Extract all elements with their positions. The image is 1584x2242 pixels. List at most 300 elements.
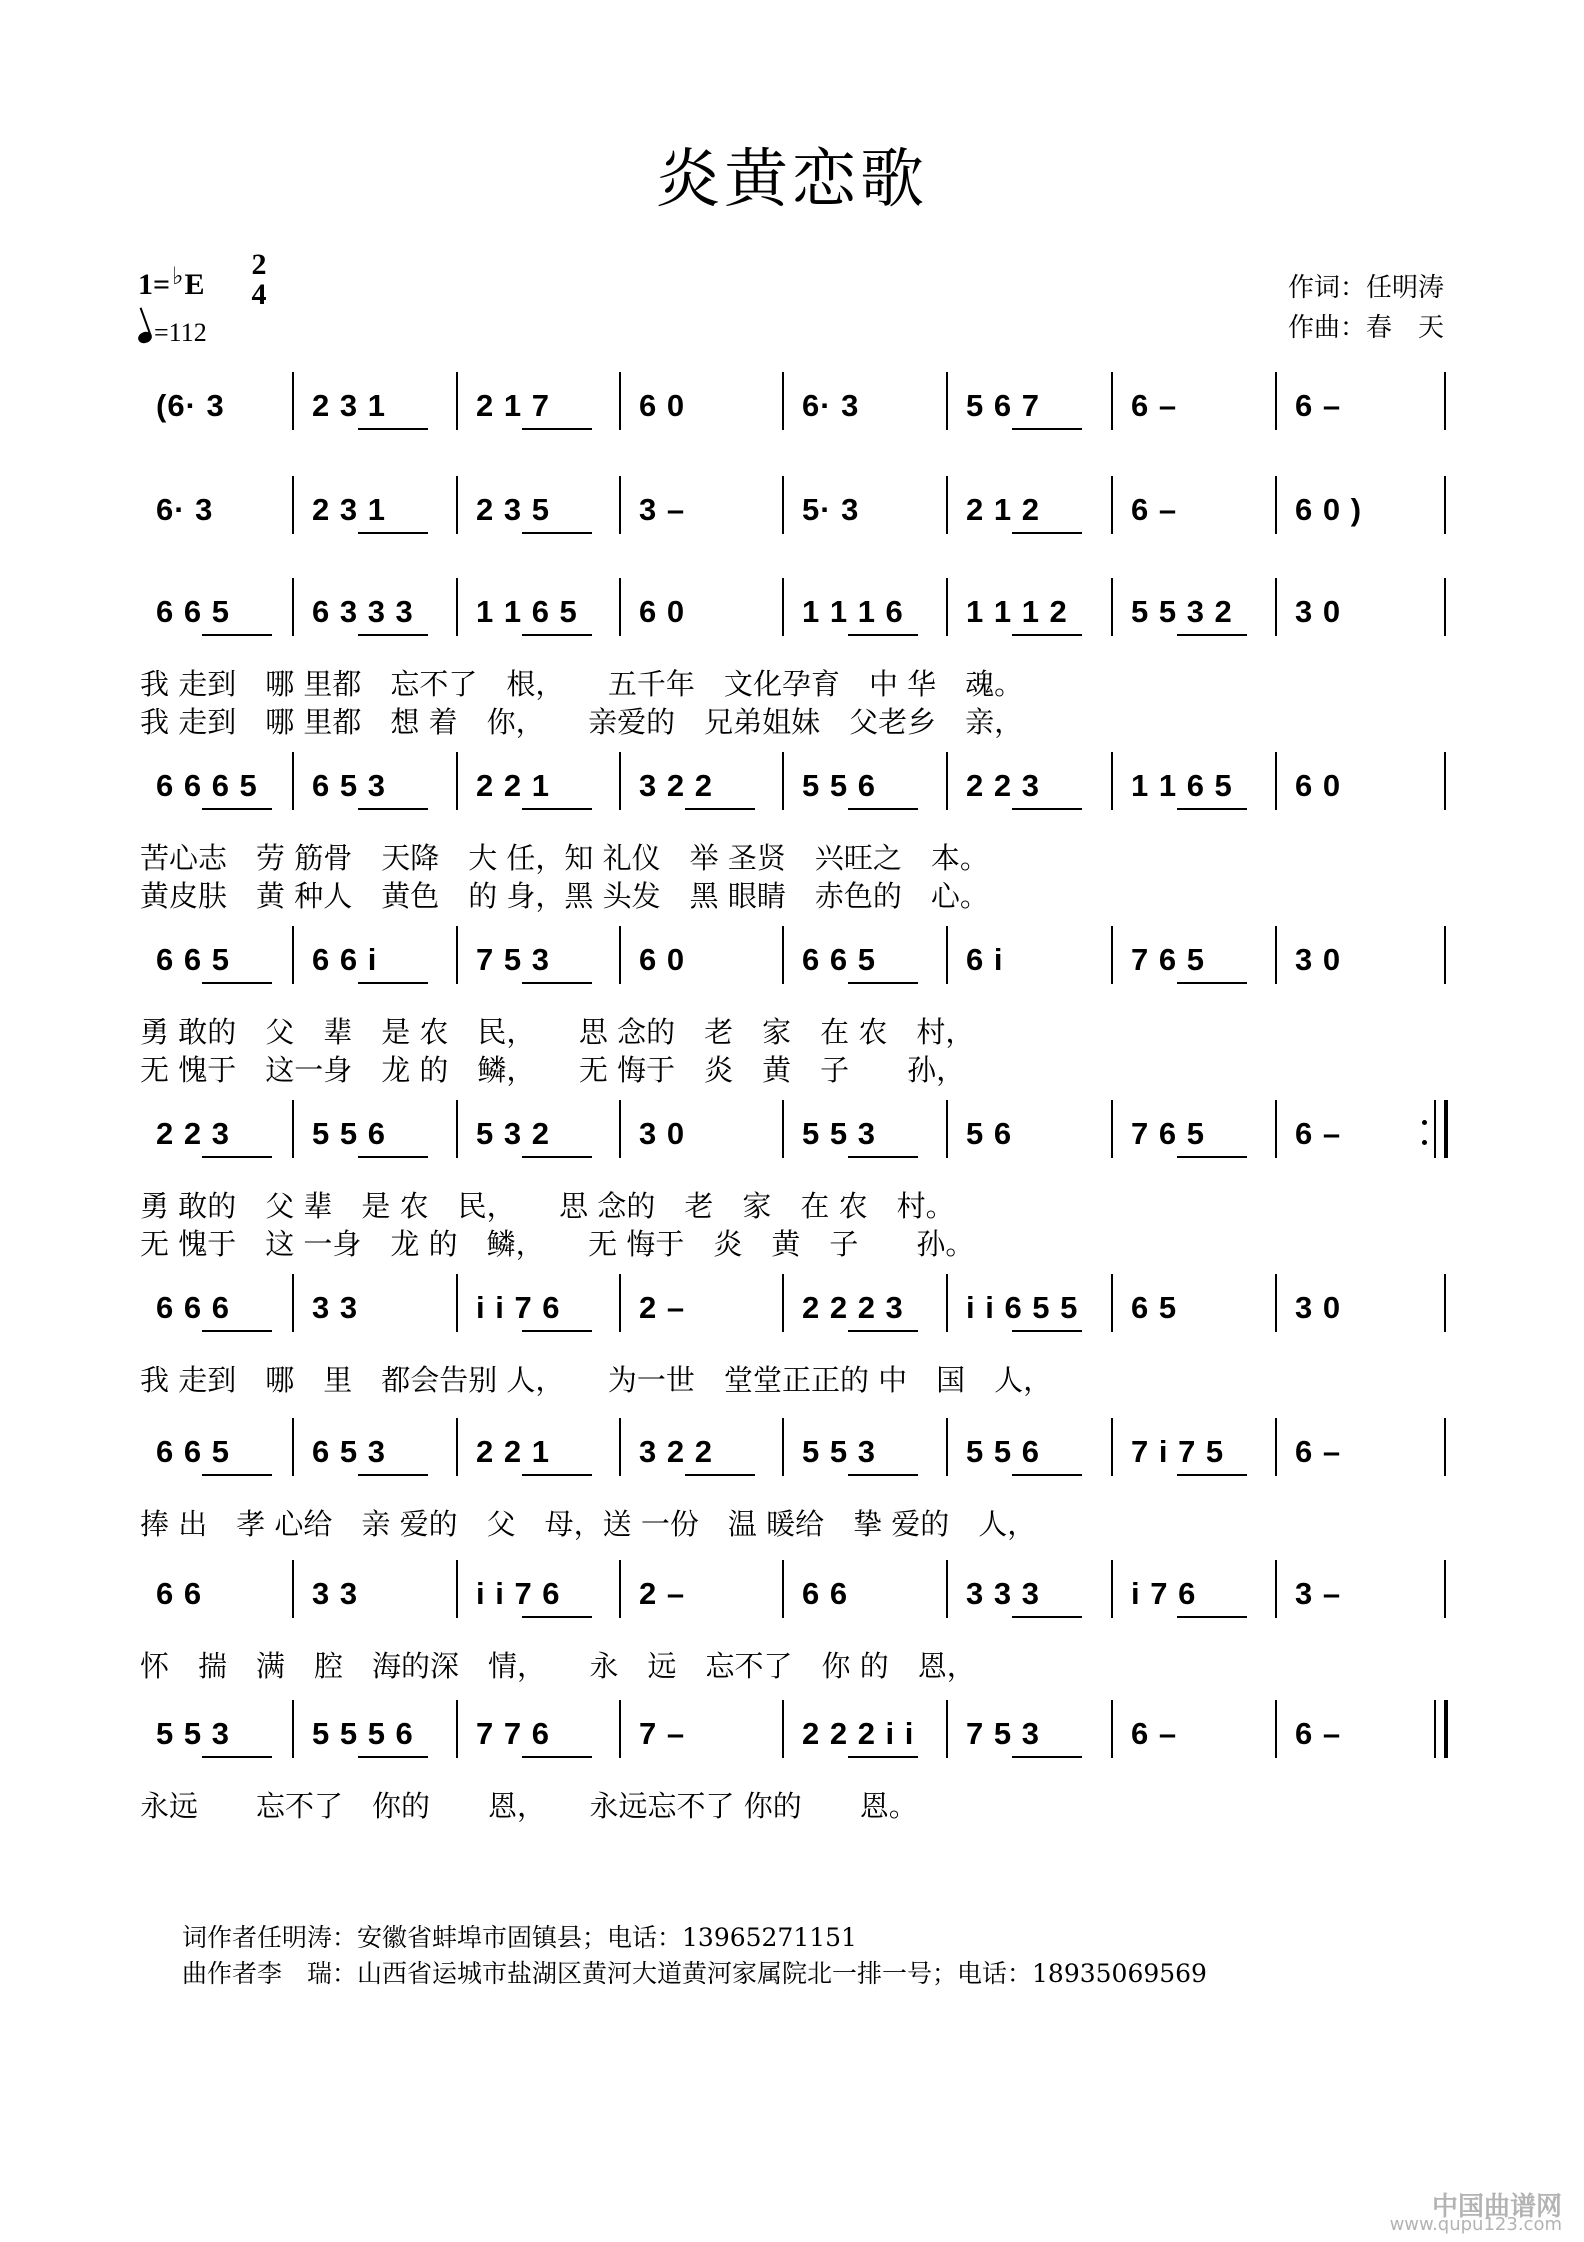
lyric-line: 黄皮肤 黄 种人 黄色 的 身，黑 头发 黑 眼睛 赤色的 心。 <box>140 879 989 913</box>
bar-line <box>782 1700 784 1758</box>
bar-line <box>782 372 784 430</box>
measure-notes: 5· 3 <box>802 492 860 527</box>
measure <box>476 1106 615 1162</box>
bar-line <box>292 752 294 810</box>
measure <box>1295 378 1440 434</box>
measure-notes: 5 5 5 6 <box>312 1716 414 1751</box>
measure <box>156 482 288 538</box>
beam-line <box>1177 1474 1247 1476</box>
measure-notes: 6 5 3 <box>312 1434 386 1469</box>
measure <box>966 1280 1107 1336</box>
measure-notes: 5 3 2 <box>476 1116 550 1151</box>
measure-notes: 3 3 3 <box>966 1576 1040 1611</box>
measure-notes: 7 6 5 <box>1131 1116 1205 1151</box>
measure <box>156 758 288 814</box>
notes-row <box>140 1424 1456 1484</box>
song-title: 炎黄恋歌 <box>656 143 928 217</box>
measure <box>639 584 778 640</box>
beam-line <box>848 1330 918 1332</box>
bar-line <box>292 476 294 534</box>
beam-line <box>358 634 428 636</box>
bar-line <box>1275 578 1277 636</box>
bar-line <box>292 926 294 984</box>
bar-line <box>1444 752 1446 810</box>
bar-line <box>456 1700 458 1758</box>
measure-notes: 7 7 6 <box>476 1716 550 1751</box>
measure <box>802 1706 942 1762</box>
beam-line <box>522 634 592 636</box>
notes-row <box>140 932 1456 992</box>
beam-line <box>202 1474 272 1476</box>
bar-line <box>619 926 621 984</box>
measure <box>1295 584 1440 640</box>
measure-notes: 2 2 3 <box>156 1116 230 1151</box>
bar-line <box>946 752 948 810</box>
bar-line <box>456 578 458 636</box>
measure <box>156 1566 288 1622</box>
measure <box>966 584 1107 640</box>
beam-line <box>522 532 592 534</box>
bar-line <box>1444 578 1446 636</box>
measure-notes: 1 1 1 6 <box>802 594 904 629</box>
bar-line <box>619 1274 621 1332</box>
bar-line <box>946 1274 948 1332</box>
measure-notes: 2 2 3 <box>966 768 1040 803</box>
bar-line <box>456 1100 458 1158</box>
bar-line <box>292 1560 294 1618</box>
bar-line <box>1275 1700 1277 1758</box>
measure <box>476 1566 615 1622</box>
bar-line <box>1275 372 1277 430</box>
measure <box>1131 1706 1271 1762</box>
bar-line <box>946 372 948 430</box>
site-watermark <box>1389 2192 1562 2235</box>
bar-line <box>782 926 784 984</box>
measure-notes: 6 6 <box>802 1576 849 1611</box>
beam-line <box>1177 808 1247 810</box>
beam-line <box>522 1474 592 1476</box>
measure-notes: 3 3 <box>312 1576 359 1611</box>
measure <box>1131 1106 1271 1162</box>
beam-line <box>358 808 428 810</box>
measure-notes: 6 6 5 <box>156 942 230 977</box>
beam-line <box>848 982 918 984</box>
measure <box>639 482 778 538</box>
bar-line <box>782 1418 784 1476</box>
measure <box>639 758 778 814</box>
bar-line <box>1444 1274 1446 1332</box>
measure <box>476 932 615 988</box>
measure-notes: 6 0 <box>1295 768 1342 803</box>
notes-row <box>140 1706 1456 1766</box>
lyric-line: 永远 忘不了 你的 恩， 永远忘不了 你的 恩。 <box>140 1789 918 1823</box>
bar-line <box>292 1700 294 1758</box>
measure <box>1131 482 1271 538</box>
lyric-line: 怀 揣 满 腔 海的深 情， 永 远 忘不了 你 的 恩， <box>140 1649 976 1683</box>
lyric-line: 勇 敢的 父 辈 是 农 民， 思 念的 老 家 在 农 村， <box>140 1015 975 1049</box>
measure <box>476 1280 615 1336</box>
measure-notes: 6 – <box>1131 1716 1178 1751</box>
measure <box>1131 758 1271 814</box>
measure <box>1295 1106 1440 1162</box>
bar-line <box>782 578 784 636</box>
beam-line <box>1012 1330 1082 1332</box>
beam-line <box>1177 982 1247 984</box>
measure-notes: 6 – <box>1295 1716 1342 1751</box>
bar-line <box>782 1274 784 1332</box>
measure <box>802 932 942 988</box>
measure-notes: 6 0 ) <box>1295 492 1363 527</box>
beam-line <box>848 1474 918 1476</box>
measure <box>156 1280 288 1336</box>
measure-notes: 5 6 7 <box>966 388 1040 423</box>
measure-notes: 3 0 <box>1295 942 1342 977</box>
measure-notes: 2 1 7 <box>476 388 550 423</box>
bar-line <box>1111 578 1113 636</box>
bar-line <box>1275 476 1277 534</box>
lyric-line: 苦心志 劳 筋骨 天降 大 任，知 礼仪 举 圣贤 兴旺之 本。 <box>140 841 989 875</box>
beam-line <box>522 1756 592 1758</box>
measure-notes: 5 6 <box>966 1116 1013 1151</box>
measure-notes: 5 5 3 <box>802 1116 876 1151</box>
measure <box>312 1106 452 1162</box>
measure <box>1131 1566 1271 1622</box>
lyric-line: 勇 敢的 父 辈 是 农 民， 思 念的 老 家 在 农 村。 <box>140 1189 955 1223</box>
measure-notes: 6 3 3 3 <box>312 594 414 629</box>
bar-line <box>1275 752 1277 810</box>
measure-notes: 6 0 <box>639 388 686 423</box>
beam-line <box>1177 634 1247 636</box>
measure-notes: 6· 3 <box>802 388 860 423</box>
lyric-line: 无 愧于 这一身 龙 的 鳞， 无 悔于 炎 黄 子 孙， <box>140 1053 966 1087</box>
measure-notes: 7 i 7 5 <box>1131 1434 1225 1469</box>
composer-credit: 作曲：春 天 <box>1287 313 1444 343</box>
measure <box>476 758 615 814</box>
composer-contact: 曲作者李 瑞：山西省运城市盐湖区黄河大道黄河家属院北一排一号；电话：18935069569 <box>182 1959 1207 1988</box>
beam-line <box>1012 1616 1082 1618</box>
measure-notes: 5 5 6 <box>312 1116 386 1151</box>
measure <box>156 1106 288 1162</box>
bar-line <box>456 372 458 430</box>
measure <box>639 1566 778 1622</box>
bar-line <box>1444 372 1446 430</box>
beam-line <box>202 808 272 810</box>
beam-line <box>522 1156 592 1158</box>
measure <box>966 932 1107 988</box>
measure-notes: 3 0 <box>1295 594 1342 629</box>
measure <box>476 584 615 640</box>
bar-line <box>1444 1418 1446 1476</box>
measure <box>802 758 942 814</box>
measure <box>639 1280 778 1336</box>
bar-line <box>619 1700 621 1758</box>
time-signature-top: 2 <box>251 248 267 281</box>
measure <box>802 378 942 434</box>
measure-notes: 6 6 6 5 <box>156 768 258 803</box>
bar-line <box>1111 752 1113 810</box>
bar-line <box>292 372 294 430</box>
tempo-value: =112 <box>154 318 207 347</box>
bar-line <box>619 1418 621 1476</box>
beam-line <box>848 1156 918 1158</box>
measure <box>312 1424 452 1480</box>
measure-notes: 2 – <box>639 1290 686 1325</box>
key-prefix: 1= <box>138 268 171 301</box>
measure-notes: 2 3 5 <box>476 492 550 527</box>
bar-line <box>1275 1100 1277 1158</box>
lyric-line: 我 走到 哪 里 都会告别 人， 为一世 堂堂正正的 中 国 人， <box>140 1363 1053 1397</box>
beam-line <box>1012 1474 1082 1476</box>
measure-notes: i i 7 6 <box>476 1576 561 1611</box>
measure <box>1295 758 1440 814</box>
bar-line <box>1275 1418 1277 1476</box>
bar-line <box>1444 1700 1448 1758</box>
measure <box>312 378 452 434</box>
bar-line <box>1275 1560 1277 1618</box>
bar-line <box>456 752 458 810</box>
notes-row <box>140 1106 1456 1166</box>
bar-line <box>1444 1100 1448 1158</box>
beam-line <box>358 982 428 984</box>
bar-line <box>782 752 784 810</box>
beam-line <box>202 634 272 636</box>
bar-line <box>619 1560 621 1618</box>
lyric-line: 捧 出 孝 心给 亲 爱的 父 母，送 一份 温 暖给 挚 爱的 人， <box>140 1507 1037 1541</box>
measure <box>476 1424 615 1480</box>
measure <box>156 1424 288 1480</box>
bar-line <box>619 578 621 636</box>
measure <box>802 1106 942 1162</box>
lyricist-credit: 作词：任明涛 <box>1287 273 1444 303</box>
measure-notes: 3 0 <box>639 1116 686 1151</box>
bar-line <box>1111 372 1113 430</box>
measure-notes: 2 2 1 <box>476 768 550 803</box>
measure <box>312 932 452 988</box>
measure <box>1131 584 1271 640</box>
bar-line <box>619 372 621 430</box>
measure-notes: 6 – <box>1131 492 1178 527</box>
bar-line <box>782 1100 784 1158</box>
bar-line <box>1444 1560 1446 1618</box>
measure-notes: 6 0 <box>639 942 686 977</box>
beam-line <box>685 808 755 810</box>
measure-notes: 5 5 6 <box>802 768 876 803</box>
bar-line <box>782 1560 784 1618</box>
quarter-note-icon <box>137 330 154 345</box>
bar-line <box>619 476 621 534</box>
measure <box>966 1424 1107 1480</box>
bar-line <box>946 1418 948 1476</box>
measure-notes: 6· 3 <box>156 492 214 527</box>
measure <box>802 1424 942 1480</box>
measure-notes: 2 – <box>639 1576 686 1611</box>
measure-notes: 2 2 2 i i <box>802 1716 915 1751</box>
measure <box>802 584 942 640</box>
measure-notes: 7 6 5 <box>1131 942 1205 977</box>
measure-notes: 2 2 1 <box>476 1434 550 1469</box>
bar-line <box>456 1560 458 1618</box>
bar-line <box>456 1274 458 1332</box>
beam-line <box>358 1156 428 1158</box>
measure-notes: 6 – <box>1131 388 1178 423</box>
bar-line <box>1444 926 1446 984</box>
measure-notes: 6 5 3 <box>312 768 386 803</box>
measure <box>156 378 288 434</box>
measure-notes: 3 – <box>1295 1576 1342 1611</box>
measure <box>476 1706 615 1762</box>
measure <box>1295 482 1440 538</box>
measure-notes: 6 6 5 <box>156 1434 230 1469</box>
measure-notes: 6 6 6 <box>156 1290 230 1325</box>
beam-line <box>522 1616 592 1618</box>
measure-notes: 3 3 <box>312 1290 359 1325</box>
beam-line <box>1177 1616 1247 1618</box>
measure <box>156 1706 288 1762</box>
beam-line <box>202 982 272 984</box>
measure-notes: 6 6 <box>156 1576 203 1611</box>
beam-line <box>358 1756 428 1758</box>
measure <box>156 584 288 640</box>
bar-line <box>1275 926 1277 984</box>
measure <box>1131 378 1271 434</box>
measure-notes: 6 – <box>1295 1116 1342 1151</box>
beam-line <box>202 1156 272 1158</box>
notes-row <box>140 1566 1456 1626</box>
tempo-marking <box>138 318 207 348</box>
beam-line <box>522 808 592 810</box>
measure <box>639 1424 778 1480</box>
repeat-dot <box>1422 1120 1427 1125</box>
bar-line <box>292 1274 294 1332</box>
bar-line <box>1111 1560 1113 1618</box>
measure-notes: 2 3 1 <box>312 388 386 423</box>
watermark-site: 中国曲谱网 <box>1431 2192 1562 2222</box>
bar-line <box>1111 1700 1113 1758</box>
measure <box>1295 1280 1440 1336</box>
measure <box>639 1106 778 1162</box>
measure-notes: i i 7 6 <box>476 1290 561 1325</box>
key-note: E <box>184 268 205 301</box>
bar-line <box>946 1700 948 1758</box>
bar-line <box>456 476 458 534</box>
notes-row <box>140 482 1456 542</box>
beam-line <box>1177 1156 1247 1158</box>
measure <box>802 482 942 538</box>
measure-notes: 5 5 3 <box>802 1434 876 1469</box>
measure-notes: 5 5 3 2 <box>1131 594 1233 629</box>
measure-notes: 3 – <box>639 492 686 527</box>
bar-line <box>619 752 621 810</box>
bar-line <box>946 1100 948 1158</box>
measure <box>966 378 1107 434</box>
measure <box>1131 1280 1271 1336</box>
measure-notes: 6 0 <box>639 594 686 629</box>
measure <box>1295 1706 1440 1762</box>
credits <box>1288 268 1444 348</box>
bar-line <box>456 926 458 984</box>
beam-line <box>848 1756 918 1758</box>
measure-notes: i i 6 5 5 <box>966 1290 1079 1325</box>
beam-line <box>522 982 592 984</box>
measure <box>639 932 778 988</box>
bar-line <box>1111 476 1113 534</box>
measure-notes: 6 – <box>1295 388 1342 423</box>
bar-line <box>782 476 784 534</box>
measure <box>639 1706 778 1762</box>
measure-notes: 3 0 <box>1295 1290 1342 1325</box>
bar-line <box>1111 1100 1113 1158</box>
notes-row <box>140 758 1456 818</box>
bar-line <box>1111 1274 1113 1332</box>
bar-line <box>1275 1274 1277 1332</box>
measure-notes: 3 2 2 <box>639 768 713 803</box>
beam-line <box>358 428 428 430</box>
measure-notes: 1 1 6 5 <box>1131 768 1233 803</box>
watermark-url: www.qupu123.com <box>1389 2214 1562 2235</box>
beam-line <box>358 1474 428 1476</box>
key-signature <box>138 262 204 302</box>
measure-notes: 6 – <box>1295 1434 1342 1469</box>
measure <box>966 482 1107 538</box>
measure-notes: 5 5 6 <box>966 1434 1040 1469</box>
beam-line <box>848 634 918 636</box>
beam-line <box>1012 808 1082 810</box>
bar-line <box>946 926 948 984</box>
measure-notes: 6 i <box>966 942 1004 977</box>
bar-line <box>946 1560 948 1618</box>
lyric-line: 我 走到 哪 里都 忘不了 根， 五千年 文化孕育 中 华 魂。 <box>140 667 1024 701</box>
beam-line <box>1012 532 1082 534</box>
beam-line <box>522 1330 592 1332</box>
bar-line <box>946 476 948 534</box>
measure <box>966 1706 1107 1762</box>
measure <box>639 378 778 434</box>
lyric-line: 我 走到 哪 里都 想 着 你， 亲爱的 兄弟姐妹 父老乡 亲， <box>140 705 1024 739</box>
measure-notes: 6 6 i <box>312 942 378 977</box>
measure <box>1131 1424 1271 1480</box>
time-signature <box>245 250 273 310</box>
bar-line <box>456 1418 458 1476</box>
measure-notes: 2 2 2 3 <box>802 1290 904 1325</box>
final-bar-thin <box>1434 1700 1436 1758</box>
beam-line <box>1012 634 1082 636</box>
bar-line <box>946 578 948 636</box>
beam-line <box>685 1474 755 1476</box>
measure-notes: 1 1 1 2 <box>966 594 1068 629</box>
lyric-line: 无 愧于 这 一身 龙 的 鳞， 无 悔于 炎 黄 子 孙。 <box>140 1227 975 1261</box>
beam-line <box>1012 1756 1082 1758</box>
measure <box>312 482 452 538</box>
bar-line <box>619 1100 621 1158</box>
beam-line <box>522 428 592 430</box>
bar-line <box>292 1100 294 1158</box>
measure-notes: 3 2 2 <box>639 1434 713 1469</box>
measure-notes: i 7 6 <box>1131 1576 1197 1611</box>
beam-line <box>1012 428 1082 430</box>
measure <box>312 1280 452 1336</box>
beam-line <box>358 532 428 534</box>
lyricist-contact: 词作者任明涛：安徽省蚌埠市固镇县；电话：13965271151 <box>182 1923 857 1952</box>
beam-line <box>202 1756 272 1758</box>
bar-line <box>1111 926 1113 984</box>
flat-symbol: ♭ <box>172 264 184 290</box>
measure-notes: (6· 3 <box>156 388 225 423</box>
measure <box>476 378 615 434</box>
notes-row <box>140 584 1456 644</box>
measure <box>312 1566 452 1622</box>
measure-notes: 6 6 5 <box>156 594 230 629</box>
measure <box>476 482 615 538</box>
